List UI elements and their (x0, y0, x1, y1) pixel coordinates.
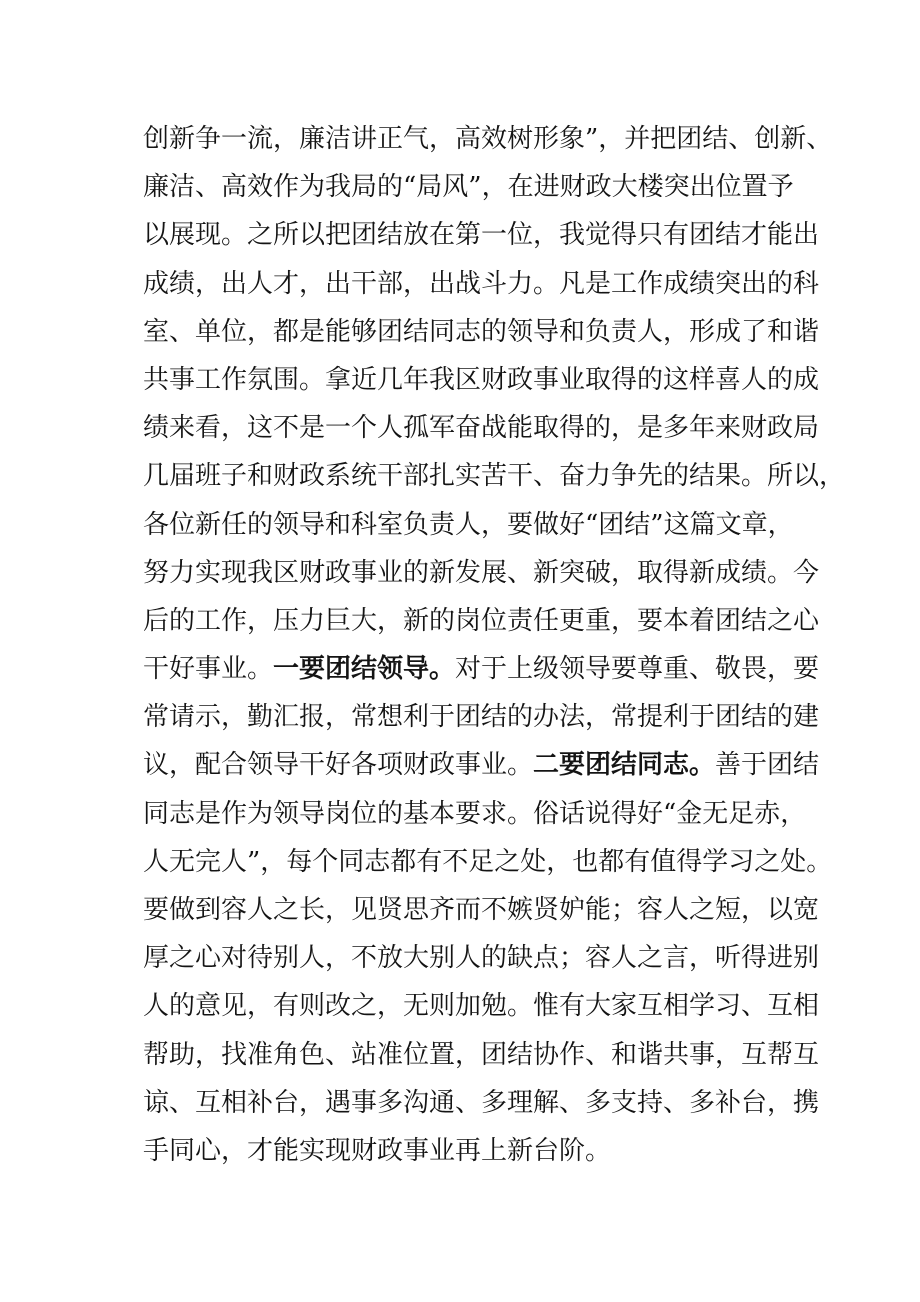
text-segment: 人的意见，有则改之，无则加勉。惟有大家互相学习、互相 (143, 991, 820, 1022)
text-segment: 创新争一流，廉洁讲正气，高效树形象”，并把团结、创新、 (143, 124, 833, 154)
text-segment: 成绩，出人才，出干部，出战斗力。凡是工作成绩突出的科 (143, 268, 820, 299)
text-line (143, 790, 807, 838)
text-segment: 以展现。之所以把团结放在第一位，我觉得只有团结才能出 (143, 220, 820, 251)
text-line (143, 260, 820, 308)
text-segment: 同志是作为领导岗位的基本要求。俗话说得好“金无足赤， (143, 798, 807, 829)
text-segment: 努力实现我区财政事业的新发展、新突破，取得新成绩。今 (143, 557, 820, 588)
text-line (143, 501, 793, 549)
bold-heading-phrase: 一要团结领导。 (273, 654, 456, 685)
text-line (143, 645, 820, 693)
text-line (143, 597, 820, 645)
text-segment: 谅、互相补台，遇事多沟通、多理解、多支持、多补台，携 (143, 1087, 820, 1118)
text-segment: 绩来看，这不是一个人孤军奋战能取得的，是多年来财政局 (143, 413, 820, 444)
text-segment: 手同心，才能实现财政事业再上新台阶。 (143, 1135, 612, 1166)
text-line (143, 356, 820, 404)
text-line (143, 163, 793, 211)
text-line (143, 211, 820, 259)
bold-heading-phrase: 二要团结同志。 (533, 750, 716, 781)
text-line (143, 1079, 820, 1127)
body-text (143, 115, 846, 1175)
text-segment: 人无完人”，每个同志都有不足之处，也都有值得学习之处。 (143, 846, 833, 877)
text-segment: 后的工作，压力巨大，新的岗位责任更重，要本着团结之心 (143, 605, 820, 636)
text-line (143, 308, 820, 356)
text-segment: 干好事业。 (143, 654, 274, 685)
text-line (143, 838, 833, 886)
text-segment: 几届班子和财政系统干部扎实苦干、奋力争先的结果。所以， (143, 461, 846, 492)
text-segment: 廉洁、高效作为我局的“局风”，在进财政大楼突出位置予 (143, 172, 794, 203)
text-line (143, 1031, 820, 1079)
text-line (143, 886, 820, 934)
text-line (143, 741, 820, 789)
text-segment: 议，配合领导干好各项财政事业。 (143, 750, 534, 781)
text-segment: 帮助，找准角色、站准位置，团结协作、和谐共事，互帮互 (143, 1039, 820, 1070)
text-segment: 要做到容人之长，见贤思齐而不嫉贤妒能；容人之短，以宽 (143, 895, 820, 925)
text-line (143, 934, 820, 982)
text-segment: 厚之心对待别人，不放大别人的缺点；容人之言，听得进别 (143, 943, 820, 974)
text-segment: 对于上级领导要尊重、敬畏，要 (455, 654, 820, 685)
text-line (143, 404, 820, 452)
text-line (143, 549, 820, 597)
text-line (143, 1127, 793, 1175)
text-line (143, 452, 846, 500)
text-segment: 常请示，勤汇报，常想利于团结的办法，常提利于团结的建 (143, 702, 820, 733)
text-line (143, 115, 833, 163)
text-segment: 室、单位，都是能够团结同志的领导和负责人，形成了和谐 (143, 316, 820, 347)
text-line (143, 693, 820, 741)
text-segment: 各位新任的领导和科室负责人，要做好“团结”这篇文章， (143, 509, 794, 540)
text-line (143, 982, 820, 1030)
text-segment: 共事工作氛围。拿近几年我区财政事业取得的这样喜人的成 (143, 364, 820, 395)
text-segment: 善于团结 (715, 750, 820, 781)
